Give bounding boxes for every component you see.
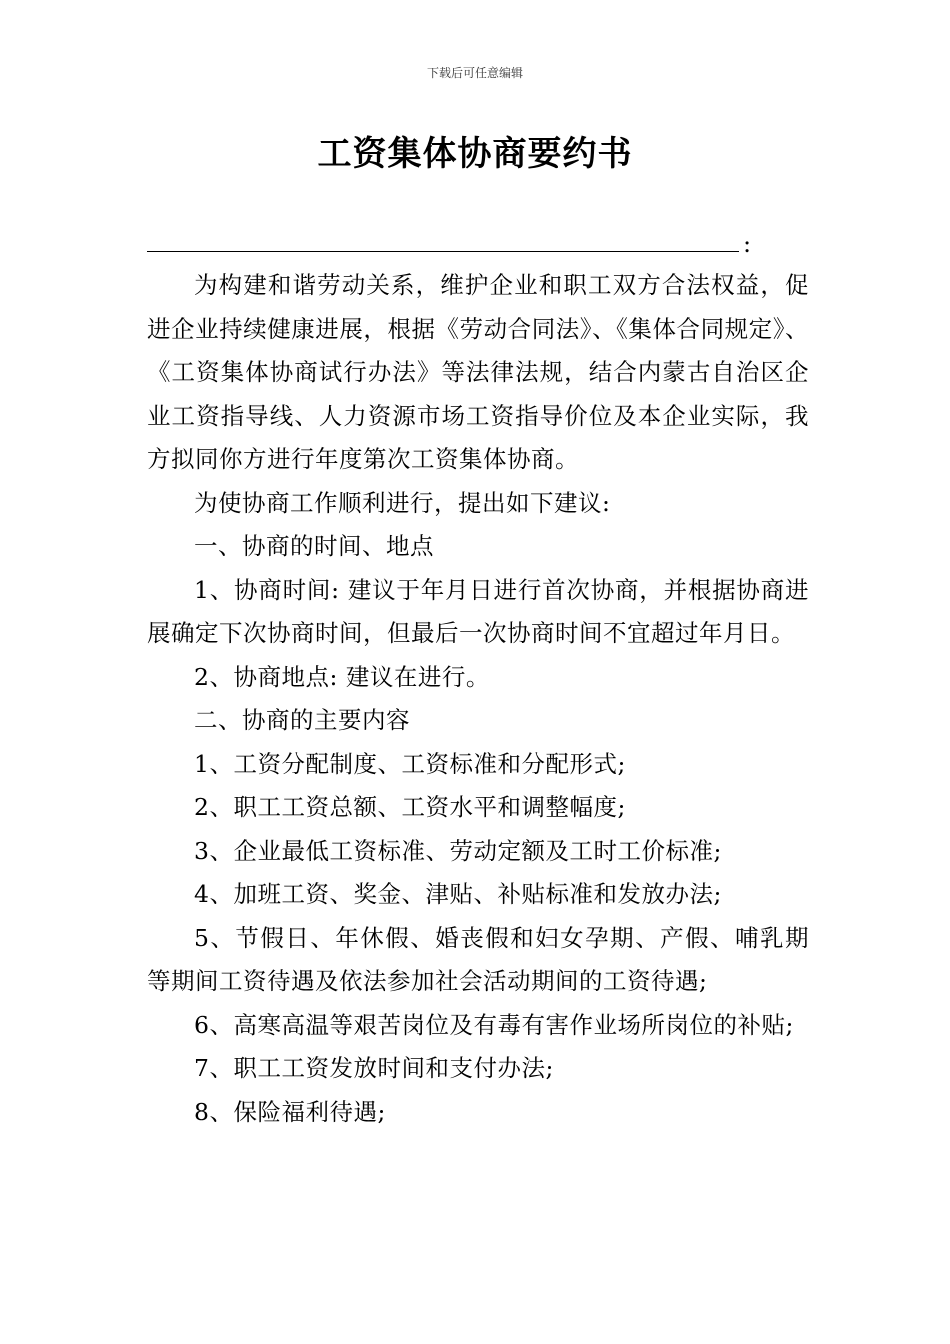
paragraph-item: 6、高寒高温等艰苦岗位及有毒有害作业场所岗位的补贴;: [194, 1010, 794, 1039]
document-title: 工资集体协商要约书: [317, 134, 633, 174]
paragraph-item: 1、协商时间: 建议于年月日进行首次协商，并根据协商进展确定下次协商时间，但最后一次协商时间不宜超过年月日。: [147, 575, 809, 647]
paragraph-item: 8、保险福利待遇;: [194, 1097, 386, 1126]
paragraph-item: 1、工资分配制度、工资标准和分配形式;: [194, 749, 626, 778]
paragraph-item: 3、企业最低工资标准、劳动定额及工时工价标准;: [194, 836, 722, 865]
paragraph-item: 2、协商地点: 建议在进行。: [194, 662, 490, 691]
addressee-blank: [147, 228, 752, 258]
paragraph-item: 5、节假日、年休假、婚丧假和妇女孕期、产假、哺乳期等期间工资待遇及依法参加社会活动期间的工资待遇;: [147, 923, 809, 995]
document-body: [147, 264, 809, 1134]
addressee-colon: :: [743, 230, 752, 258]
paragraph-intro: 为构建和谐劳动关系，维护企业和职工双方合法权益，促进企业持续健康进展，根据《劳动合同法》、《集体合同规定》、《工资集体协商试行办法》等法律法规，结合内蒙古自治区企业工资指导线、人力资源市场工资指导价位及本企业实际，我方拟同你方进行年度第次工资集体协商。: [147, 271, 809, 473]
section-heading-content: 二、协商的主要内容: [194, 706, 410, 734]
paragraph-item: 7、职工工资发放时间和支付办法;: [194, 1054, 554, 1082]
paragraph-proposal: 为使协商工作顺利进行，提出如下建议:: [194, 488, 611, 517]
paragraph-item: 2、职工工资总额、工资水平和调整幅度;: [194, 793, 626, 821]
header-note: 下载后可任意编辑: [426, 66, 523, 80]
paragraph-item: 4、加班工资、奖金、津贴、补贴标准和发放办法;: [194, 880, 722, 908]
section-heading-time-place: 一、协商的时间、地点: [194, 532, 434, 560]
addressee-underline: [147, 251, 739, 252]
